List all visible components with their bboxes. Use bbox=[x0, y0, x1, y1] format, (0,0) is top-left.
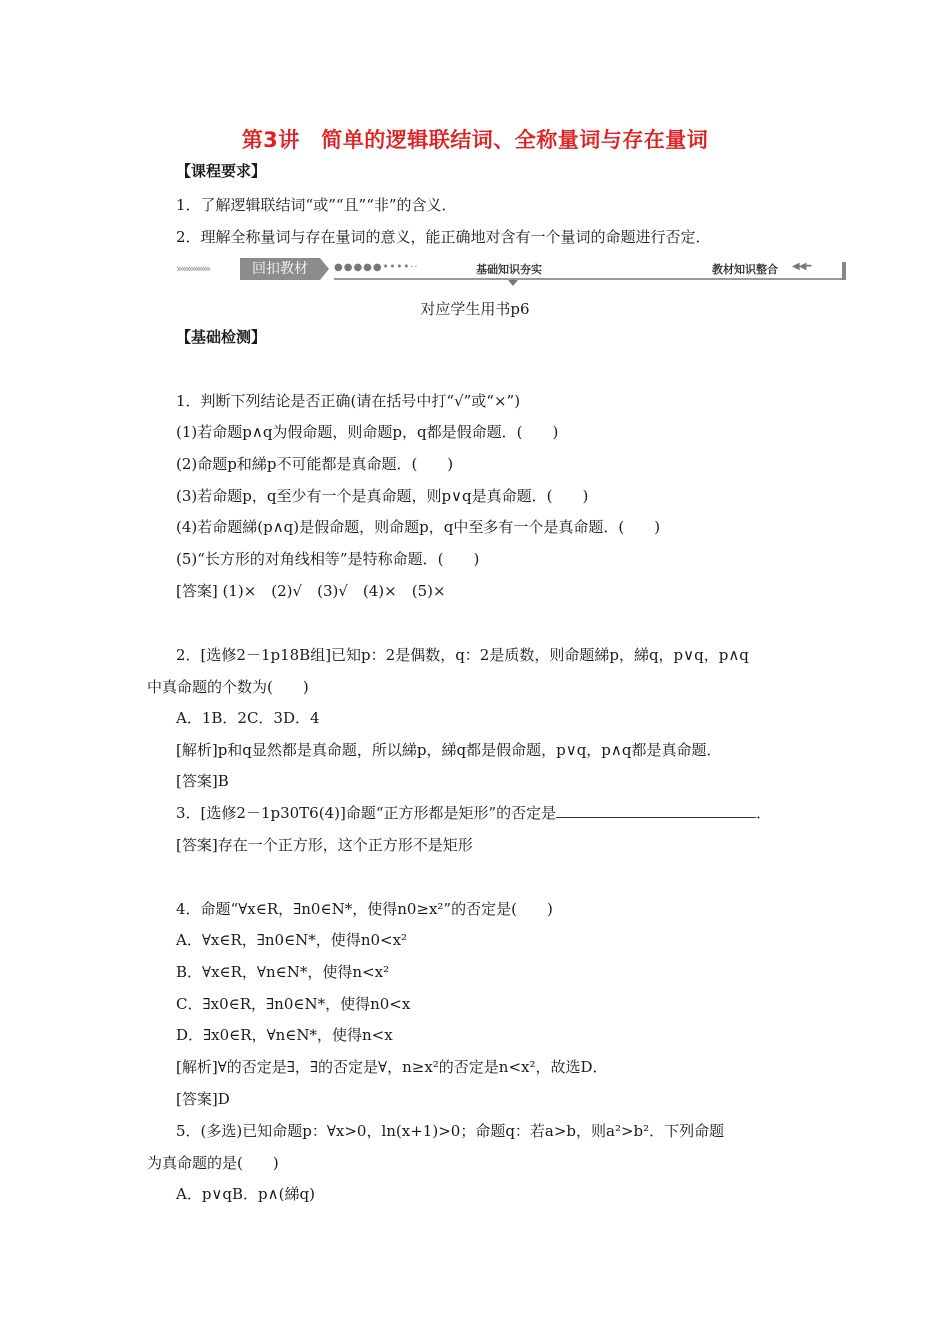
q4-stem: 4．命题“∀x∈R，∃n0∈N*，使得n0≥x²”的否定是( ) bbox=[176, 900, 553, 918]
section-header: 【基础检测】 bbox=[176, 328, 267, 346]
requirement-item: 1．了解逻辑联结词“或”“且”“非”的含义． bbox=[176, 196, 457, 214]
q5-stem: 5．(多选)已知命题p：∀x>0，ln(x+1)>0；命题q：若a>b，则a²>b²．下列命题 bbox=[176, 1122, 725, 1140]
q2-answer: [答案]B bbox=[176, 772, 229, 790]
q1-item: (1)若命题p∧q为假命题，则命题p，q都是假命题．( ) bbox=[176, 423, 559, 441]
q5-options: A．p∨qB．p∧(綈q) bbox=[176, 1185, 315, 1203]
q4-option-c: C．∃x0∈R，∃n0∈N*，使得n0<x bbox=[176, 995, 411, 1013]
left-arrows-icon: ◀◀━ bbox=[792, 261, 811, 272]
q1-item: (4)若命题綈(p∧q)是假命题，则命题p，q中至多有一个是真命题．( ) bbox=[176, 518, 661, 536]
banner-end-bar bbox=[842, 262, 846, 280]
requirements-header: 【课程要求】 bbox=[176, 162, 267, 180]
section-banner bbox=[176, 258, 846, 282]
requirement-item: 2．理解全称量词与存在量词的意义，能正确地对含有一个量词的命题进行否定． bbox=[176, 228, 711, 246]
q2-stem: 2．[选修2－1p18B组]已知p：2是偶数，q：2是质数，则命题綈p，綈q，p∨q，p∧q bbox=[176, 646, 749, 664]
q3-stem-text: 3．[选修2－1p30T6(4)]命题“正方形都是矩形”的否定是 bbox=[176, 804, 557, 822]
q3-stem-end: ． bbox=[756, 804, 772, 822]
q4-answer: [答案]D bbox=[176, 1090, 230, 1108]
book-reference: 对应学生用书p6 bbox=[420, 300, 530, 318]
q1-answer: [答案] (1)× (2)√ (3)√ (4)× (5)× bbox=[176, 582, 446, 600]
answer-blank[interactable] bbox=[556, 803, 756, 818]
banner-tag-tip bbox=[320, 258, 329, 280]
q2-stem-cont: 中真命题的个数为( ) bbox=[147, 678, 309, 696]
dots-icon: ●●●●●••••·· bbox=[334, 262, 419, 273]
pointer-triangle-icon bbox=[508, 280, 518, 286]
q2-analysis: [解析]p和q显然都是真命题，所以綈p，綈q都是假命题，p∨q，p∧q都是真命题． bbox=[176, 741, 722, 759]
q3-answer: [答案]存在一个正方形，这个正方形不是矩形 bbox=[176, 836, 473, 854]
q1-item: (5)“长方形的对角线相等”是特称命题．( ) bbox=[176, 550, 480, 568]
q4-analysis: [解析]∀的否定是∃，∃的否定是∀，n≥x²的否定是n<x²，故选D． bbox=[176, 1058, 608, 1076]
arrow-chevrons-icon: »»»»»»» bbox=[176, 262, 210, 275]
q4-option-d: D．∃x0∈R，∀n∈N*，使得n<x bbox=[176, 1026, 393, 1044]
q4-option-b: B．∀x∈R，∀n∈N*，使得n<x² bbox=[176, 963, 390, 981]
q5-stem-cont: 为真命题的是( ) bbox=[147, 1154, 279, 1172]
banner-tag: 回扣教材 bbox=[240, 258, 320, 280]
q1-item: (2)命题p和綈p不可能都是真命题．( ) bbox=[176, 455, 454, 473]
q4-option-a: A．∀x∈R，∃n0∈N*，使得n0<x² bbox=[176, 931, 408, 949]
banner-label-center: 基础知识夯实 bbox=[476, 263, 542, 276]
q1-stem: 1．判断下列结论是否正确(请在括号中打“√”或“×”) bbox=[176, 392, 521, 410]
q2-options: A．1B．2C．3D．4 bbox=[176, 709, 320, 727]
q1-item: (3)若命题p，q至少有一个是真命题，则p∨q是真命题．( ) bbox=[176, 487, 589, 505]
banner-label-right: 教材知识整合 bbox=[712, 263, 778, 276]
page-title: 第3讲 简单的逻辑联结词、全称量词与存在量词 bbox=[241, 128, 709, 152]
q3-stem bbox=[176, 802, 771, 824]
banner-rule bbox=[334, 278, 842, 280]
